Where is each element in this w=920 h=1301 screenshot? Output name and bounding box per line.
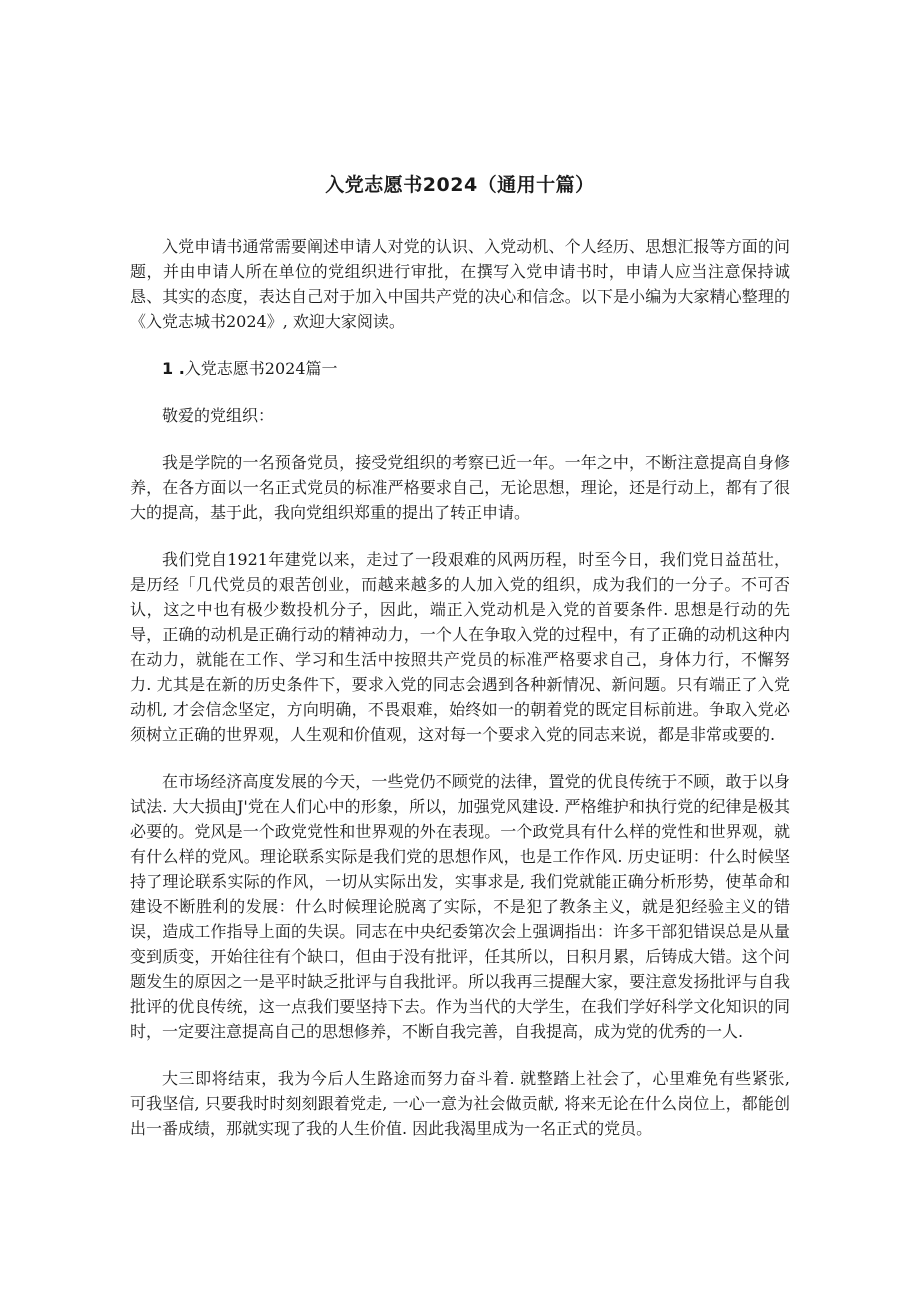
section-number: 1 . bbox=[162, 359, 185, 378]
body-paragraph: 我们党自1921年建党以来，走过了一段艰难的风两历程，时至今日，我们党日益茁壮，是历经「几代党员的艰苦创业，而越来越多的人加入党的组织，成为我们的一分子。不可否认，这之中也有极少数投机分子，因此，端正入党动机是入党的首要条件. 思想是行动的先导，正确的动机是正确行动的精神动力，一个人在争取入党的过程中，有了正确的动机这种内在动力，就能在工作、学习和生活中按照共产党员的标准严格要求自己，身体力行，不懈努力. 尤其是在新的历史条件下，要求入党的同志会遇到各种新情况、新问题。只有端正了入党动机, 才会信念坚定，方向明确，不畏艰难，始终如一的朝着党的既定目标前进。争取入党必须树立正确的世界观，人生观和价值观，这对每一个要求入党的同志来说，都是非常或要的. bbox=[130, 550, 790, 744]
intro-paragraph: 入党申请书通常需要阐述申请人对党的认识、入党动机、个人经历、思想汇报等方面的问题，并由申请人所在单位的党组织进行审批，在撰写入党申请书时，申请人应当注意保持诚恳、其实的态度，表达自己对于加入中国共产党的决心和信念。以下是小编为大家精心整理的《入党志城书2024》, 欢迎大家阅读。 bbox=[130, 237, 790, 331]
section-heading-text: 入党志愿书2024篇一 bbox=[184, 359, 338, 378]
section-heading bbox=[130, 356, 790, 381]
page-title: 入党志愿书2024（通用十篇） bbox=[325, 174, 595, 196]
body-paragraph: 在市场经济高度发展的今天，一些党仍不顾党的法律，置党的优良传统于不顾，敢于以身试法. 大大损由J'党在人们心中的形象，所以，加强党风建设. 严格维护和执行党的纪律是极其必要的。党风是一个政党党性和世界观的外在表现。一个政党具有什么样的党性和世界观，就有什么样的党风。理论联系实际是我们党的思想作风，也是工作作风. 历史证明：什么时候坚持了理论联系实际的作风，一切从实际出发，实事求是, 我们党就能正确分析形势，使革命和建设不断胜利的发展：什么时候理论脱离了实际，不是犯了教条主义，就是犯经验主义的错误，造成工作指导上面的失误。同志在中央纪委第次会上强调指出：许多干部犯错误总是从量变到质变，开始往往有个缺口，但由于没有批评，任其所以，日积月累，后铸成大错。这个问题发生的原因之一是平时缺乏批评与自我批评。所以我再三提醒大家，要注意发扬批评与自我批评的优良传统，这一点我们要坚持下去。作为当代的大学生，在我们学好科学文化知识的同时，一定要注意提高自己的思想修养，不断自我完善，自我提高，成为党的优秀的一人. bbox=[130, 772, 790, 1041]
document-body bbox=[130, 234, 790, 1163]
body-paragraph: 我是学院的一名预备党员，接受党组织的考察已近一年。一年之中，不断注意提高自身修养，在各方面以一名正式党员的标准严格要求自己，无论思想，理论，还是行动上，都有了很大的提高，基于此，我向党组织郑重的提出了转正申请。 bbox=[130, 453, 790, 522]
salutation: 敬爱的党组织： bbox=[162, 406, 275, 425]
body-paragraph: 大三即将结束，我为今后人生路途而努力奋斗着. 就整踏上社会了，心里难免有些紧张, 可我坚信, 只要我时时刻刻跟着党走, 一心一意为社会做贡献, 将来无论在什么岗位上，都能创出一番成绩，那就实现了我的人生价值. 因此我渴里成为一名正式的党员。 bbox=[130, 1069, 790, 1138]
